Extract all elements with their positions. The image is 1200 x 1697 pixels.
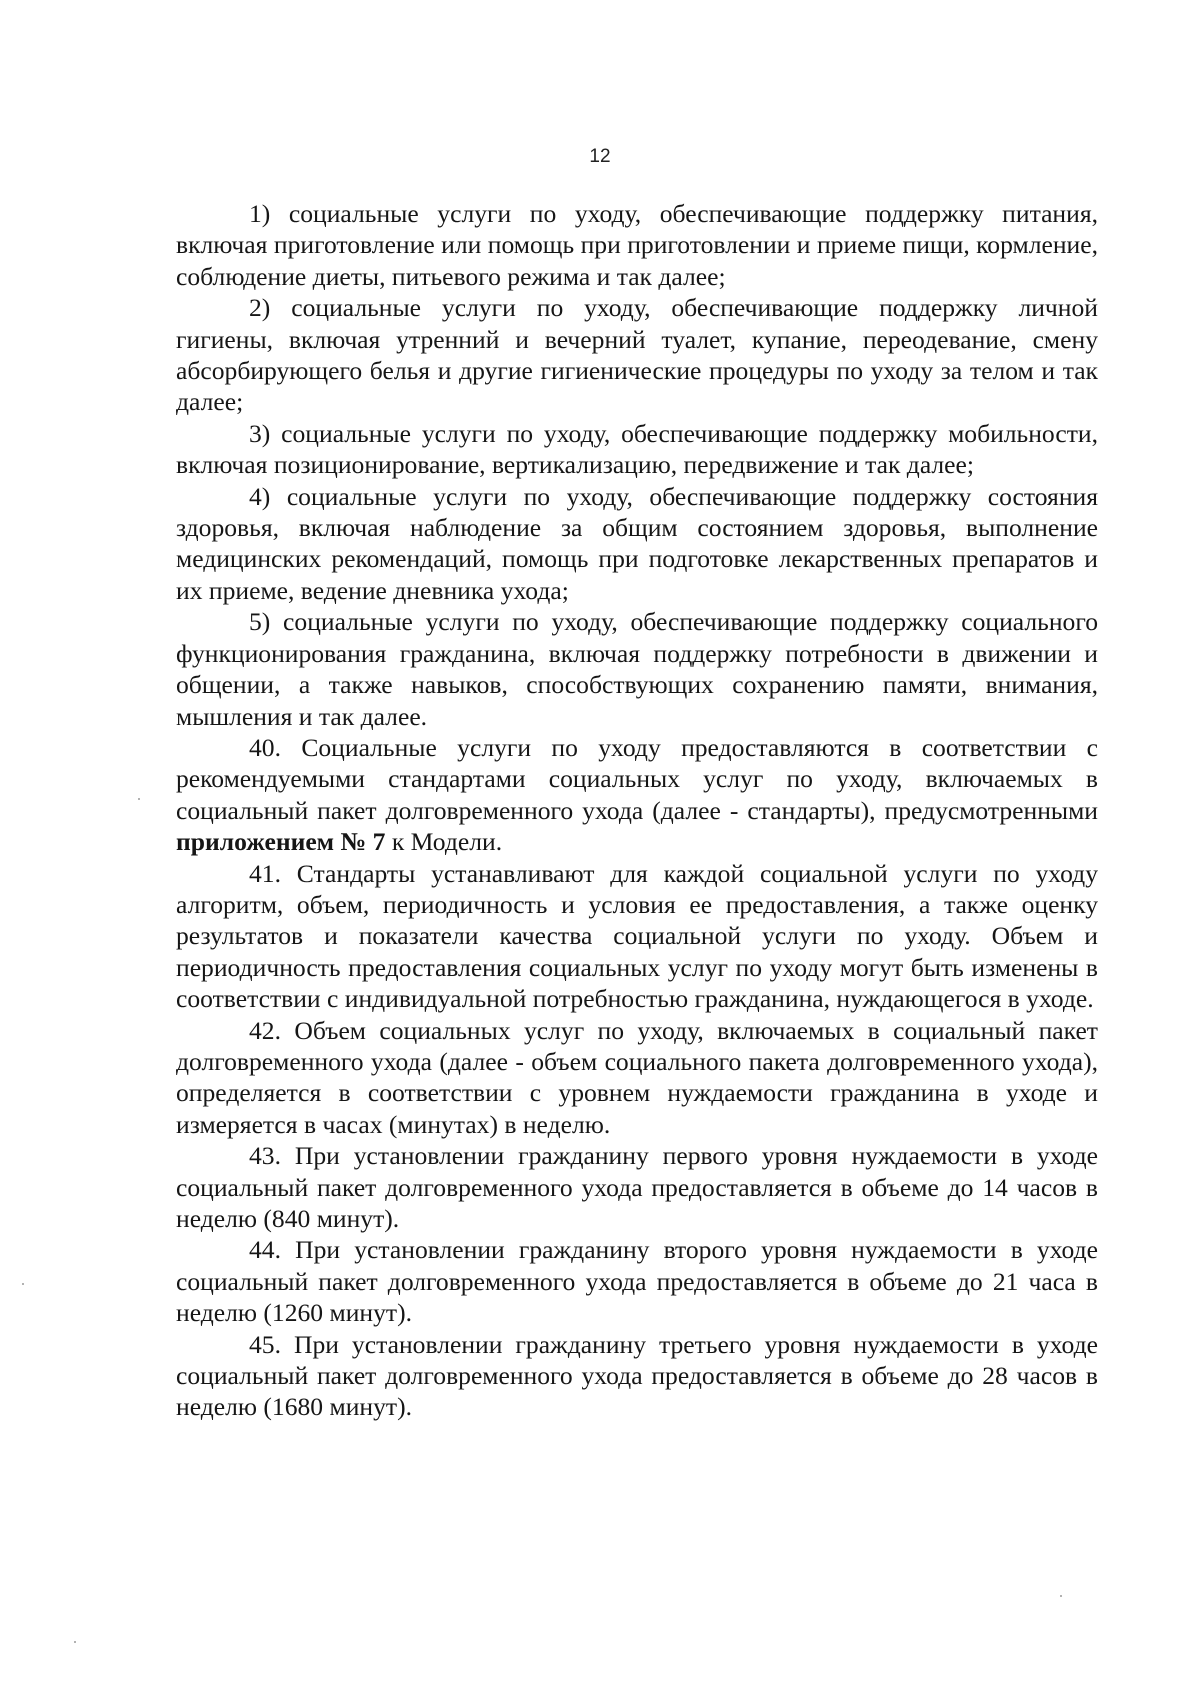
paragraph-item-5: 5) социальные услуги по уходу, обеспечивающие поддержку социального функционирования гражданина, включая поддержку потребности в движении и общении, а также навыков, способствующих сохранению памяти, внимания, мышления и так далее. bbox=[176, 607, 1098, 731]
scan-speck bbox=[1060, 1595, 1062, 1597]
appendix-reference: приложением № 7 bbox=[176, 827, 386, 857]
page-number: 12 bbox=[589, 146, 611, 167]
document-body bbox=[176, 198, 1098, 1423]
paragraph-45: 45. При установлении гражданину третьего уровня нуждаемости в уходе социальный пакет долговременного ухода предоставляется в объеме до 28 часов в неделю (1680 минут). bbox=[176, 1329, 1098, 1422]
paragraph-42: 42. Объем социальных услуг по уходу, включаемых в социальный пакет долговременного ухода (далее - объем социального пакета долговременного ухода), определяется в соответствии с уровнем нуждаемости гражданина в уходе и измеряется в часах (минутах) в неделю. bbox=[176, 1015, 1098, 1139]
scan-speck bbox=[22, 1283, 24, 1285]
paragraph-44: 44. При установлении гражданину второго уровня нуждаемости в уходе социальный пакет долговременного ухода предоставляется в объеме до 21 часа в неделю (1260 минут). bbox=[176, 1235, 1098, 1328]
paragraph-40-text: 40. Социальные услуги по уходу предоставляются в соответствии с рекомендуемыми стандартами социальных услуг по уходу, включаемых в социальный пакет долговременного ухода (далее - стандарты), предусмотренными bbox=[176, 732, 1098, 825]
paragraph-43: 43. При установлении гражданину первого уровня нуждаемости в уходе социальный пакет долговременного ухода предоставляется в объеме до 14 часов в неделю (840 минут). bbox=[176, 1141, 1098, 1233]
paragraph-41: 41. Стандарты устанавливают для каждой социальной услуги по уходу алгоритм, объем, периодичность и условия ее предоставления, а также оценку результатов и показатели качества социальной услуги по уходу. Объем и периодичность предоставления социальных услуг по уходу могут быть изменены в соответствии с индивидуальной потребностью гражданина, нуждающегося в уходе. bbox=[176, 858, 1098, 1014]
paragraph-40 bbox=[176, 732, 1098, 858]
scan-speck bbox=[74, 1641, 76, 1643]
paragraph-40-tail: к Модели. bbox=[385, 827, 503, 857]
paragraph-item-3: 3) социальные услуги по уходу, обеспечивающие поддержку мобильности, включая позиционирование, вертикализацию, передвижение и так далее; bbox=[176, 418, 1098, 480]
paragraph-item-4: 4) социальные услуги по уходу, обеспечивающие поддержку состояния здоровья, включая наблюдение за общим состоянием здоровья, выполнение медицинских рекомендаций, помощь при подготовке лекарственных препаратов и их приеме, ведение дневника ухода; bbox=[176, 481, 1098, 605]
paragraph-item-2: 2) социальные услуги по уходу, обеспечивающие поддержку личной гигиены, включая утренний и вечерний туалет, купание, переодевание, смену абсорбирующего белья и другие гигиенические процедуры по уходу за телом и так далее; bbox=[176, 293, 1098, 417]
paragraph-item-1: 1) социальные услуги по уходу, обеспечивающие поддержку питания, включая приготовление или помощь при приготовлении и приеме пищи, кормление, соблюдение диеты, питьевого режима и так далее; bbox=[176, 199, 1098, 291]
scan-speck bbox=[138, 798, 140, 800]
